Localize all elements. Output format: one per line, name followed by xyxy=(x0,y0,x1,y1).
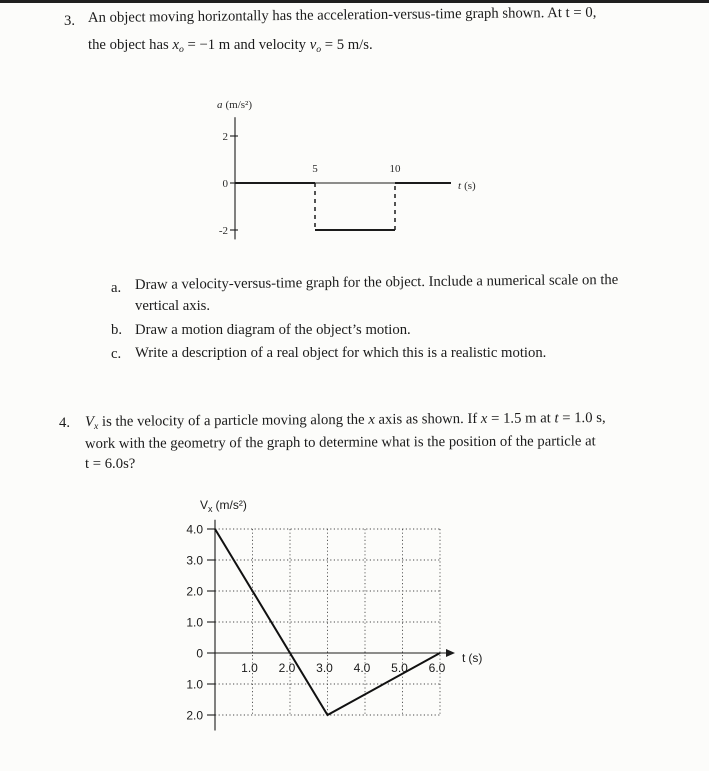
t-variable: t xyxy=(554,410,559,427)
time-axis-label xyxy=(458,180,476,192)
velocity-graph xyxy=(186,498,482,731)
acceleration-x-tick-label: 10 xyxy=(389,163,401,175)
time-x-tick-label: 4.0 xyxy=(353,661,371,675)
velocity-graph-marks xyxy=(186,520,455,731)
velocity-y-tick-label: 1.0 xyxy=(186,677,203,692)
x-axis-arrowhead xyxy=(446,649,455,657)
acceleration-axis-label xyxy=(217,99,252,111)
acceleration-graph xyxy=(217,99,476,239)
item-c-label: c. xyxy=(111,346,122,362)
statement-text: = 5 m/s. xyxy=(321,37,373,53)
x-variable: x xyxy=(480,410,488,427)
velocity-y-tick-label: 1.0 xyxy=(186,615,203,630)
velocity-variable: V xyxy=(84,413,95,430)
acceleration-x-tick-label: 5 xyxy=(312,163,318,175)
x-subscript: x xyxy=(93,420,99,433)
velocity-y-tick-label: 0 xyxy=(196,646,203,661)
problem-4-statement-line-3: t = 6.0s? xyxy=(85,456,136,472)
velocity-y-tick-label: 2.0 xyxy=(186,584,203,599)
acceleration-y-tick-label: 0 xyxy=(222,178,228,190)
item-b-label: b. xyxy=(111,322,123,338)
problem-4-number: 4. xyxy=(59,415,71,431)
time-axis-label xyxy=(462,651,482,665)
x-variable: x xyxy=(368,411,375,428)
velocity-y-tick-label: 4.0 xyxy=(186,522,203,537)
item-c-text: Write a description of a real object for which this is a realistic motion. xyxy=(135,345,547,361)
velocity-units: (m/s²) xyxy=(215,498,247,512)
acceleration-graph-marks xyxy=(219,117,451,239)
time-symbol: t xyxy=(462,651,466,665)
time-units: (s) xyxy=(468,651,483,665)
initial-subscript: o xyxy=(316,44,322,56)
statement-text: = −1 m and velocity xyxy=(183,37,310,53)
velocity-subscript: x xyxy=(208,504,213,514)
time-symbol: t xyxy=(458,180,462,192)
initial-subscript: o xyxy=(178,44,184,56)
statement-text: = 1.0 s, xyxy=(558,409,606,427)
problem-4-statement-line-2: work with the geometry of the graph to determine what is the position of the particle at xyxy=(84,433,596,452)
velocity-symbol: V xyxy=(200,498,209,512)
statement-text: = 1.5 m at xyxy=(487,410,555,427)
item-a-label: a. xyxy=(111,280,122,296)
time-x-tick-label: 5.0 xyxy=(391,661,408,675)
acceleration-symbol: a xyxy=(217,99,223,111)
velocity-axis-label xyxy=(200,498,247,514)
problem-3-statement-line-1: An object moving horizontally has the acceleration-versus-time graph shown. At t = 0, xyxy=(87,4,597,26)
velocity-variable: v xyxy=(309,37,317,53)
time-units: (s) xyxy=(464,180,476,192)
problem-3-number: 3. xyxy=(64,13,76,29)
item-a-text-line-2: vertical axis. xyxy=(135,298,211,314)
time-x-tick-label: 2.0 xyxy=(278,661,296,675)
time-x-tick-label: 6.0 xyxy=(428,661,446,675)
acceleration-units: (m/s²) xyxy=(225,99,253,111)
statement-text: is the velocity of a particle moving along the xyxy=(98,411,369,430)
velocity-y-tick-label: 3.0 xyxy=(186,553,203,568)
statement-text: the object has xyxy=(88,37,173,53)
time-x-tick-label: 1.0 xyxy=(241,661,258,675)
position-variable: x xyxy=(172,37,179,53)
time-x-tick-label: 3.0 xyxy=(316,661,333,675)
item-a-text-line-1: Draw a velocity-versus-time graph for the object. Include a numerical scale on the xyxy=(134,271,619,293)
acceleration-y-tick-label: 2 xyxy=(222,131,228,143)
velocity-y-tick-label: 2.0 xyxy=(186,708,203,723)
acceleration-y-tick-label: -2 xyxy=(218,225,228,237)
statement-text: axis as shown. If xyxy=(374,410,481,428)
item-b-text: Draw a motion diagram of the object’s motion. xyxy=(135,322,411,338)
